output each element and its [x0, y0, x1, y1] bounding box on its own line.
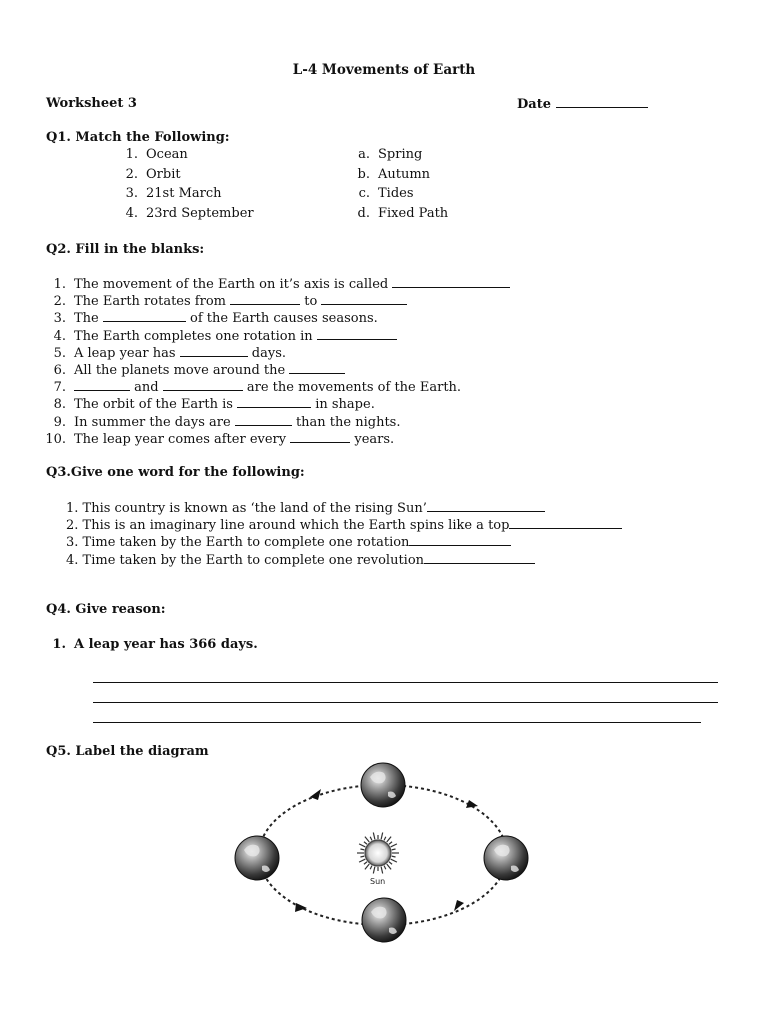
q1-right-number: c. [358, 186, 370, 202]
q3-item-text: 3. Time taken by the Earth to complete one rotation [66, 535, 410, 551]
sun-ray [373, 833, 375, 840]
q2-text-part: In summer the days are [74, 414, 235, 430]
q2-item-number: 9. [53, 414, 66, 430]
q1-right-number: b. [357, 166, 370, 182]
q2-text-part: All the planets move around the [74, 363, 290, 378]
sun-ray [370, 837, 372, 841]
sun-ray [370, 866, 372, 870]
q2-text-part: A leap year has [74, 345, 180, 361]
sun-ray [391, 844, 397, 847]
q1-left-number: 4. [125, 206, 138, 222]
sun-ray [360, 849, 364, 850]
earth-globe-right [484, 836, 528, 880]
q2-item-number: 3. [53, 311, 66, 327]
sun-ray [387, 837, 391, 842]
q2-item-number: 2. [53, 294, 66, 310]
sun-ray [364, 842, 367, 844]
q2-text-part: The movement of the Earth on it’s axis is called [74, 277, 393, 292]
q2-text-part: in shape. [311, 397, 375, 413]
q1-left-text: Orbit [146, 166, 181, 182]
sun-ray [359, 844, 365, 847]
q2-item-number: 8. [53, 397, 66, 413]
q1-right-number: d. [357, 206, 370, 222]
sun-ray [381, 867, 383, 874]
q2-text-part: The Earth rotates from [74, 294, 231, 310]
q1-right-text: Fixed Path [378, 206, 449, 222]
sun-ray [389, 862, 392, 864]
worksheet-label: Worksheet 3 [46, 96, 137, 111]
sun-ray [365, 837, 369, 842]
q2-text-part: of the Earth causes seasons. [185, 311, 378, 327]
q2-text-part: The Earth completes one rotation in [74, 328, 317, 344]
q4-item-number: 1. [52, 637, 66, 652]
q1-right-text: Spring [378, 147, 423, 162]
sun-ray [387, 864, 391, 869]
sun-icon [357, 833, 399, 886]
q2-text-part: than the nights. [291, 414, 401, 430]
sun-ray [384, 866, 386, 870]
q1-left-number: 2. [125, 166, 138, 182]
sun-ray [391, 859, 397, 862]
earth-globe-bottom [362, 898, 406, 942]
sun-ray [381, 833, 383, 840]
q2-text-part: to [300, 294, 322, 310]
sun-ray [389, 842, 392, 844]
sun-ray [359, 859, 365, 862]
q2-text-part: are the movements of the Earth. [242, 380, 462, 396]
earth-globe-top [361, 763, 405, 807]
q1-left-number: 3. [125, 186, 138, 202]
q2-item-number: 7. [53, 380, 66, 396]
q2-text-part: The orbit of the Earth is [74, 397, 238, 413]
q1-left-text: 23rd September [146, 206, 254, 222]
date-label: Date [517, 97, 551, 112]
q1-left-number: 1. [125, 147, 138, 162]
q1-right-text: Autumn [378, 166, 431, 182]
sun-ray [384, 837, 386, 841]
q2-text-part: days. [247, 345, 286, 361]
sun-label: Sun [370, 877, 386, 886]
q2-item-number: 5. [53, 345, 66, 361]
q2-text-part: years. [350, 431, 395, 447]
q4-heading: Q4. Give reason: [46, 602, 166, 617]
q3-item-text: 1. This country is known as ‘the land of the rising Sun’ [66, 501, 427, 516]
q2-text-part: The leap year comes after every [74, 431, 291, 447]
q4-item-text: A leap year has 366 days. [74, 637, 258, 652]
q2-item-number: 4. [53, 328, 66, 344]
q2-text-part: The [74, 311, 103, 327]
q2-item-number: 6. [53, 363, 66, 378]
sun-ray [365, 864, 369, 869]
q1-right-number: a. [358, 147, 370, 162]
q3-item-text: 4. Time taken by the Earth to complete one revolution [66, 552, 425, 568]
orbit-arrow [466, 800, 478, 808]
sun-ray [373, 867, 375, 874]
sun-ray [392, 849, 396, 850]
q2-heading: Q2. Fill in the blanks: [46, 242, 205, 257]
q1-heading: Q1. Match the Following: [46, 130, 230, 145]
q5-heading: Q5. Label the diagram [46, 744, 209, 759]
q3-heading: Q3.Give one word for the following: [46, 465, 305, 480]
sun-ray [364, 862, 367, 864]
q1-right-text: Tides [378, 186, 414, 202]
q1-left-text: Ocean [146, 147, 188, 162]
earth-globe-left [235, 836, 279, 880]
q2-item-number: 10. [45, 431, 66, 447]
q1-left-text: 21st March [146, 186, 222, 202]
q2-text-part: and [130, 380, 163, 396]
sun-ray [392, 856, 396, 857]
sun-ray [360, 856, 364, 857]
orbit-arrow [295, 903, 307, 912]
q2-item-number: 1. [53, 277, 66, 292]
page-title: L-4 Movements of Earth [292, 62, 476, 78]
q3-item-text: 2. This is an imaginary line around which the Earth spins like a top [66, 518, 510, 534]
